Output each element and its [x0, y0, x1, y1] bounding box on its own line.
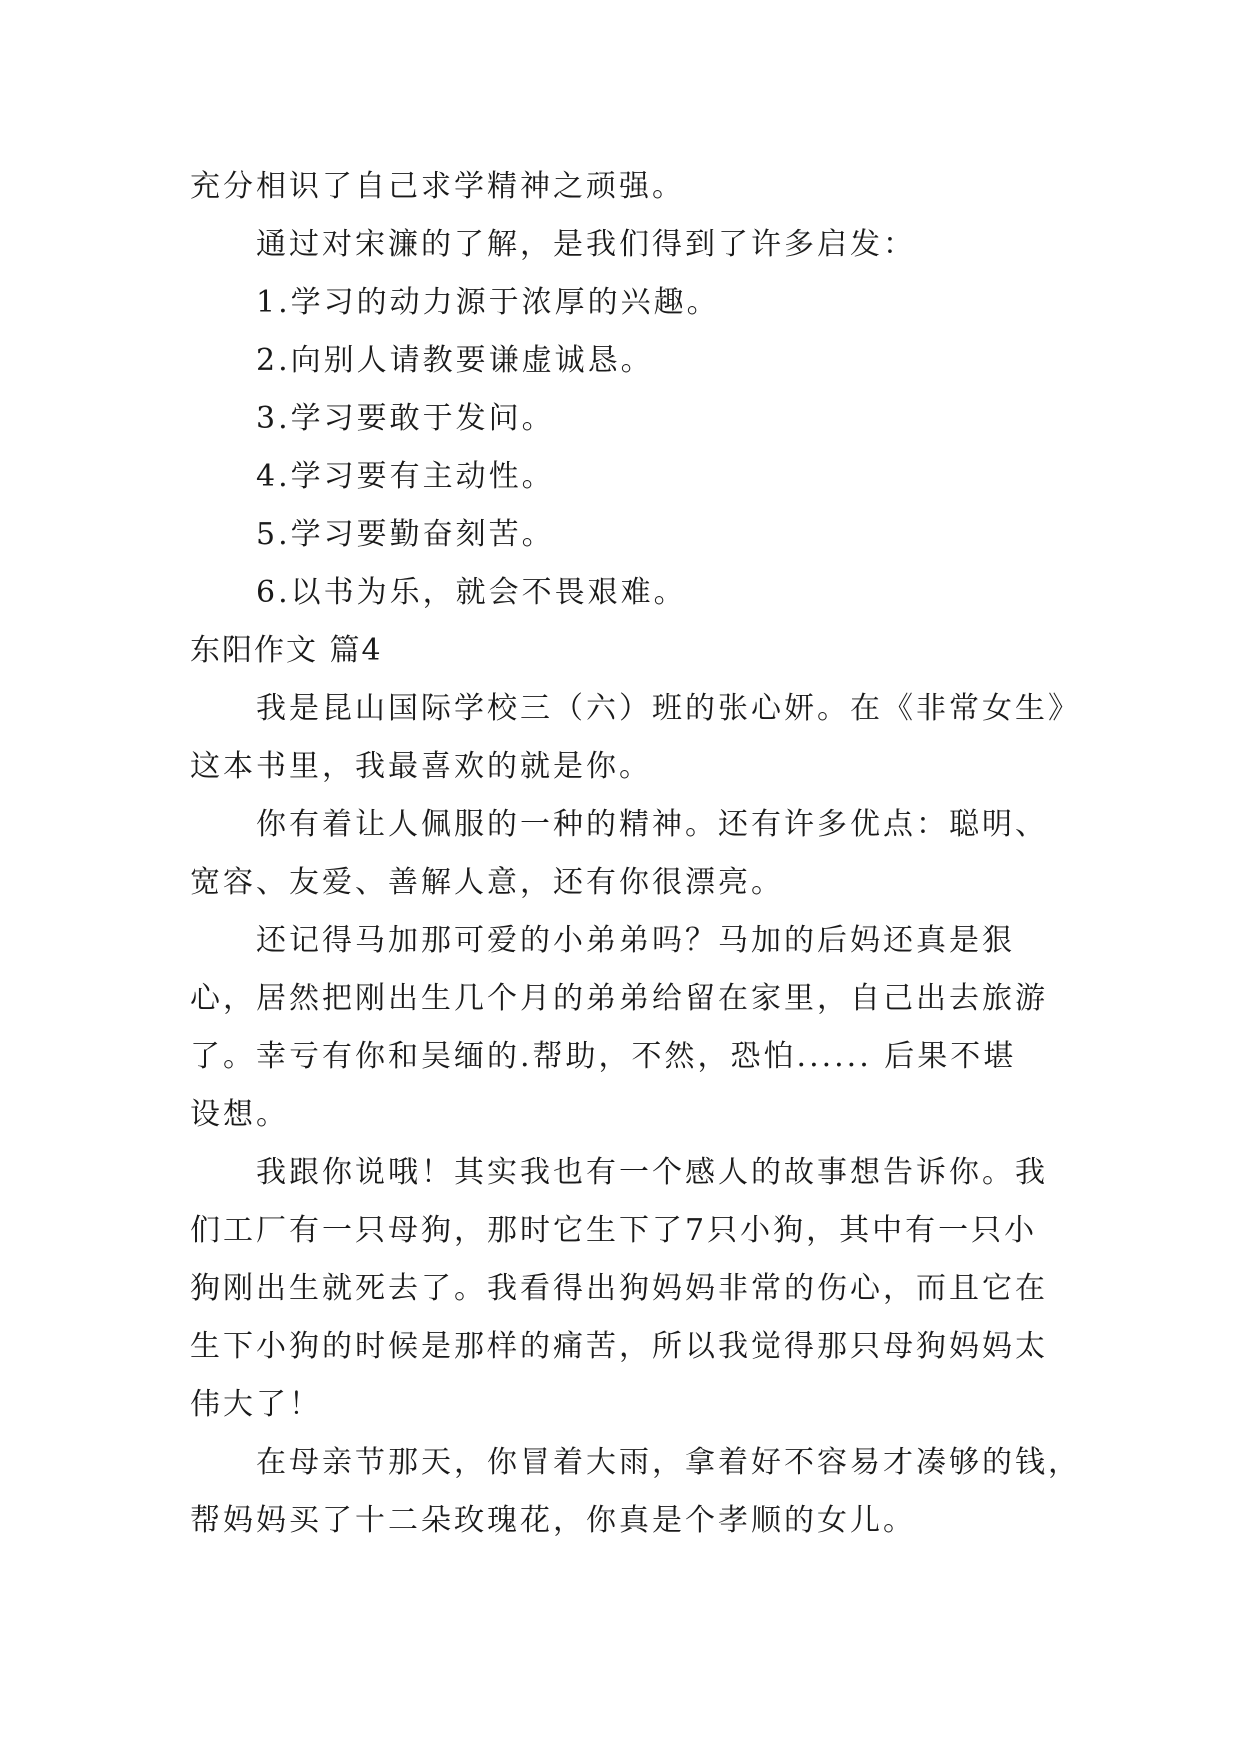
paragraph-line: 了。幸亏有你和吴缅的.帮助，不然，恐怕...... 后果不堪 [190, 1039, 1017, 1074]
paragraph-line: 我跟你说哦！其实我也有一个感人的故事想告诉你。我 [256, 1155, 1048, 1190]
list-item: 4.学习要有主动性。 [256, 459, 555, 494]
list-item: 5.学习要勤奋刻苦。 [256, 517, 555, 552]
list-item: 2.向别人请教要谦虚诚恳。 [256, 343, 654, 378]
paragraph-line: 设想。 [190, 1097, 289, 1132]
paragraph-line: 宽容、友爱、善解人意，还有你很漂亮。 [190, 865, 784, 900]
paragraph-line: 你有着让人佩服的一种的精神。还有许多优点：聪明、 [256, 807, 1048, 842]
paragraph-line: 伟大了！ [190, 1387, 322, 1422]
paragraph-line: 帮妈妈买了十二朵玫瑰花，你真是个孝顺的女儿。 [190, 1503, 916, 1538]
paragraph-line: 心，居然把刚出生几个月的弟弟给留在家里，自己出去旅游 [190, 981, 1048, 1016]
paragraph-line: 狗刚出生就死去了。我看得出狗妈妈非常的伤心，而且它在 [190, 1271, 1048, 1306]
document-body [190, 158, 1081, 1550]
paragraph-line: 这本书里，我最喜欢的就是你。 [190, 749, 652, 784]
paragraph-line: 生下小狗的时候是那样的痛苦，所以我觉得那只母狗妈妈太 [190, 1329, 1048, 1364]
list-item: 6.以书为乐，就会不畏艰难。 [256, 575, 687, 610]
paragraph-line: 充分相识了自己求学精神之顽强。 [190, 169, 685, 204]
paragraph-line: 们工厂有一只母狗，那时它生下了7只小狗，其中有一只小 [190, 1213, 1038, 1248]
paragraph-line: 还记得马加那可爱的小弟弟吗？马加的后妈还真是狠 [256, 923, 1015, 958]
list-item: 3.学习要敢于发问。 [256, 401, 555, 436]
paragraph-line: 在母亲节那天，你冒着大雨，拿着好不容易才凑够的钱， [256, 1445, 1081, 1480]
list-item: 1.学习的动力源于浓厚的兴趣。 [256, 285, 720, 320]
paragraph-line: 我是昆山国际学校三（六）班的张心妍。在《非常女生》 [256, 691, 1081, 726]
paragraph-line: 通过对宋濂的了解，是我们得到了许多启发： [256, 227, 916, 262]
section-heading: 东阳作文 篇4 [190, 633, 383, 668]
